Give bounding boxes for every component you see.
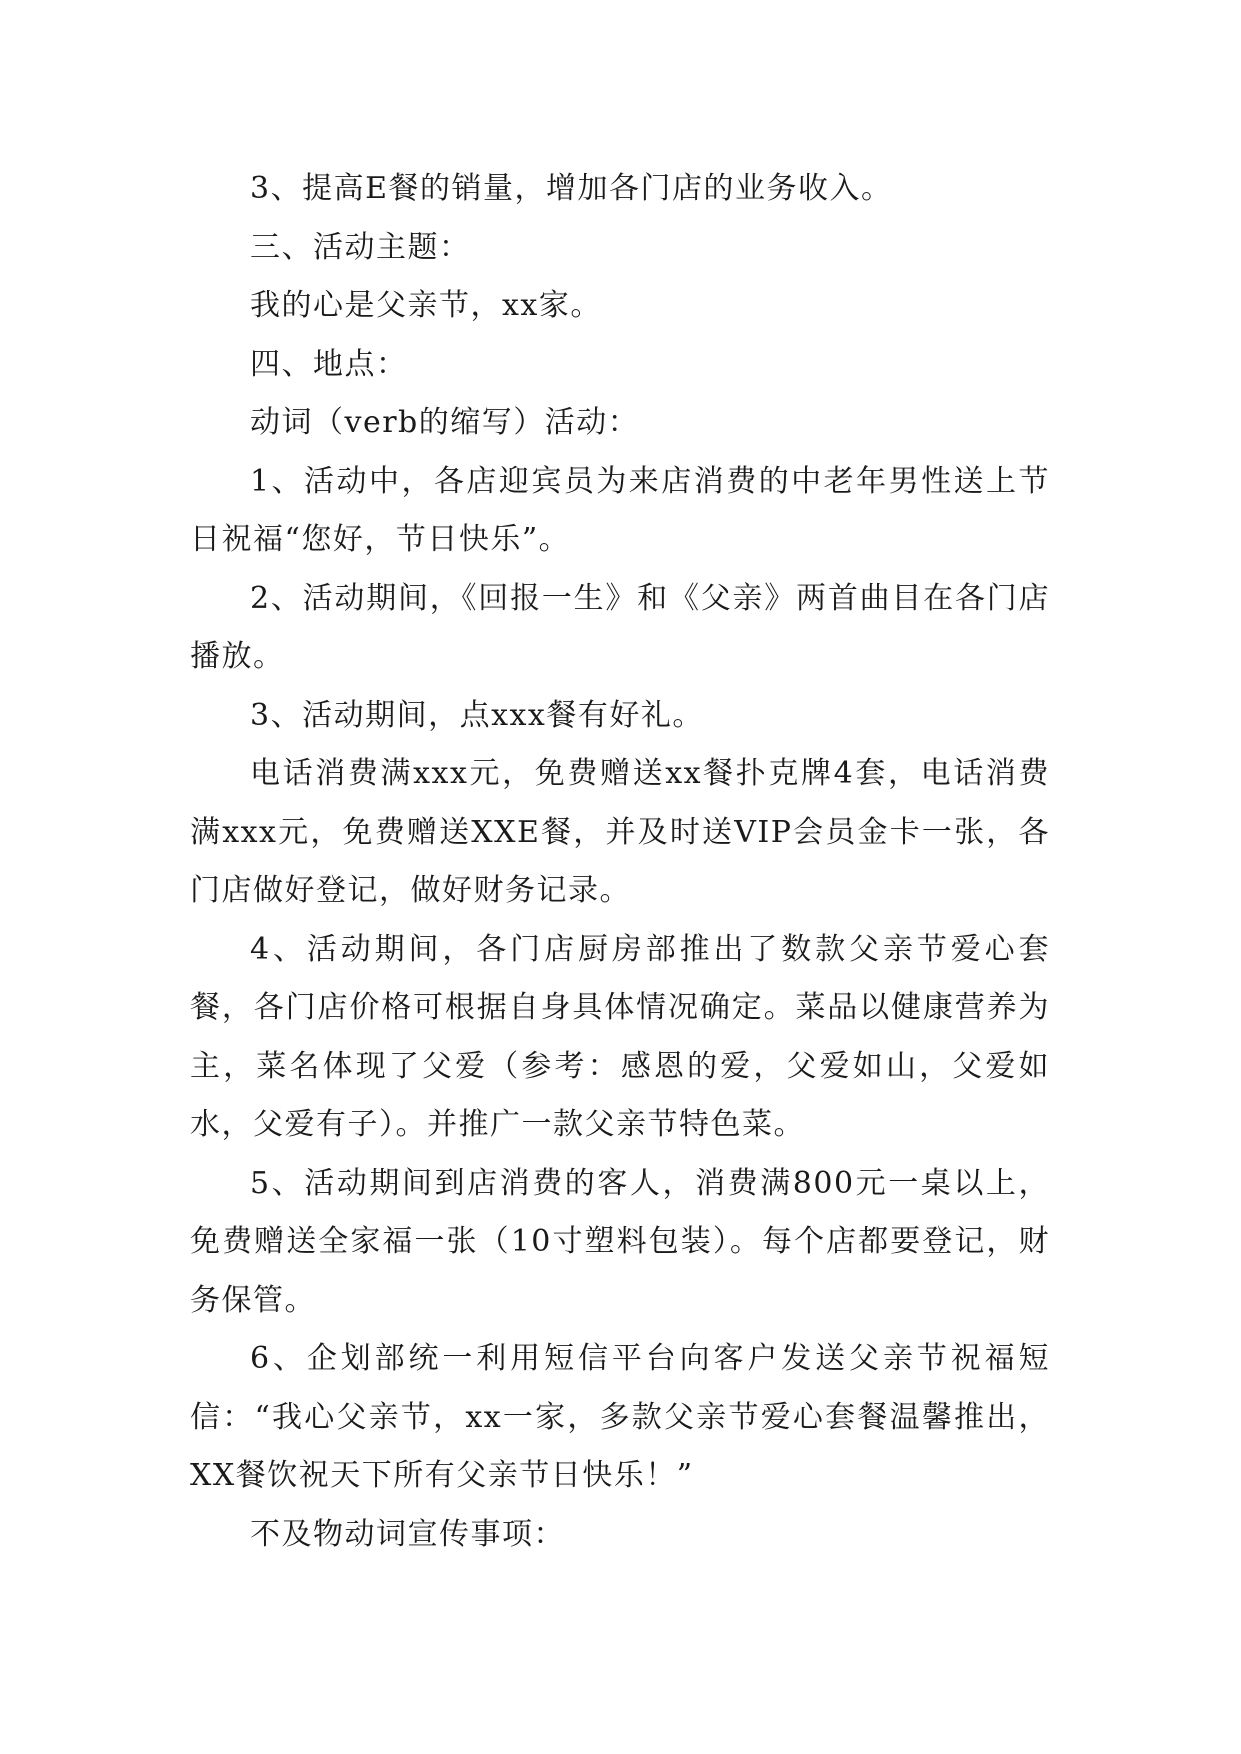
paragraph-theme: 我的心是父亲节，xx家。 [250,288,602,323]
heading-activities: 动词（verb的缩写）活动： [250,405,640,440]
paragraph-activity-4: 4、活动期间，各门店厨房部推出了数款父亲节爱心套餐，各门店价格可根据自身具体情况确定。菜品以健康营养为主，菜名体现了父爱（参考：感恩的爱，父爱如山，父爱如水，父爱有子）。并推广一款父亲节特色菜。 [190,931,1050,1142]
paragraph-activity-3: 3、活动期间，点xxx餐有好礼。 [250,697,704,733]
paragraph-activity-2: 2、活动期间，《回报一生》和《父亲》两首曲目在各门店播放。 [190,580,1050,674]
paragraph-phone-offer: 电话消费满xxx元，免费赠送xx餐扑克牌4套，电话消费满xxx元，免费赠送XXE餐，并及时送VIP会员金卡一张，各门店做好登记，做好财务记录。 [190,756,1050,908]
heading-location: 四、地点： [250,346,408,382]
paragraph-activity-5: 5、活动期间到店消费的客人，消费满800元一桌以上，免费赠送全家福一张（10寸塑料包装）。每个店都要登记，财务保管。 [190,1165,1050,1318]
paragraph-activity-1: 1、活动中，各店迎宾员为来店消费的中老年男性送上节日祝福“您好，节日快乐”。 [190,463,1050,557]
heading-activity-theme: 三、活动主题： [250,229,471,265]
paragraph-goal-3: 3、提高E餐的销量，增加各门店的业务收入。 [250,171,893,206]
document-body [190,160,1050,1564]
paragraph-activity-6: 6、企划部统一利用短信平台向客户发送父亲节祝福短信：“我心父亲节，xx一家，多款父亲节爱心套餐温馨推出，XX餐饮祝天下所有父亲节日快乐！” [190,1341,1050,1493]
heading-promotion-items: 不及物动词宣传事项： [250,1516,565,1552]
